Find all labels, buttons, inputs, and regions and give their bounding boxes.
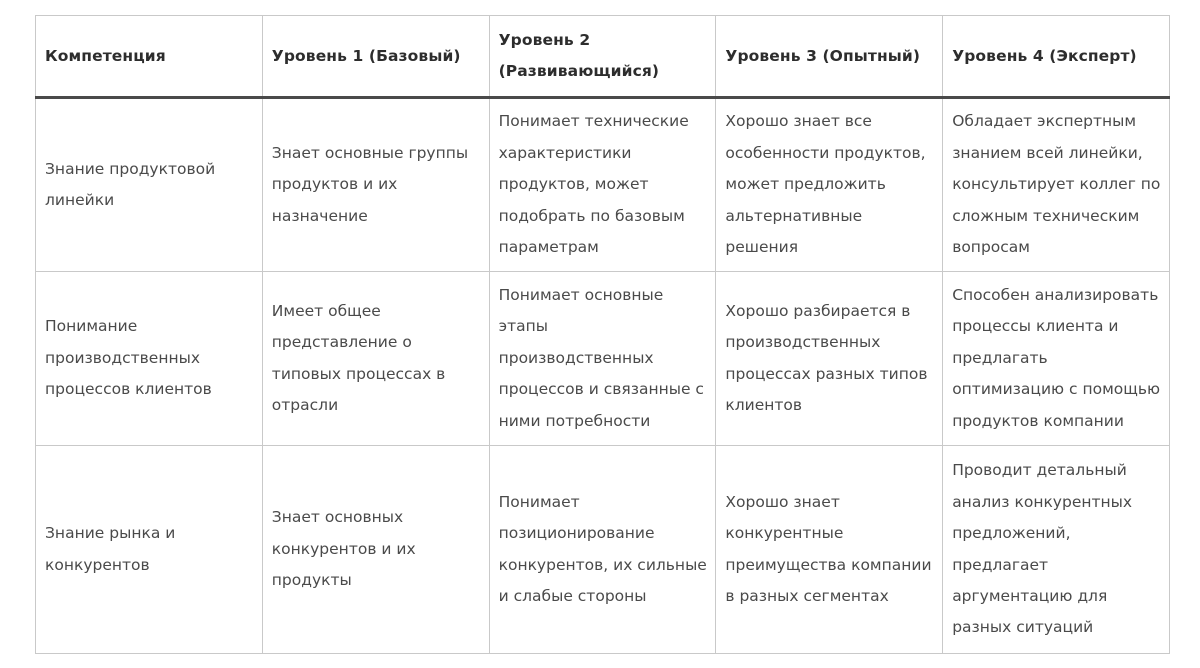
level-2-cell: Понимает технические характеристики продуктов, может подобрать по базовым параметрам [489,98,716,272]
level-2-cell: Понимает позиционирование конкурентов, их сильные и слабые стороны [489,446,716,654]
header-row [36,16,1170,98]
level-3-cell: Хорошо знает все особенности продуктов, может предложить альтернативные решения [716,98,943,272]
table-row [36,98,1170,272]
level-1-cell: Знает основных конкурентов и их продукты [262,446,489,654]
competency-name: Знание продуктовой линейки [36,98,263,272]
level-2-cell: Понимает основные этапы производственных процессов и связанные с ними потребности [489,272,716,446]
header-level-2: Уровень 2 (Развивающийся) [489,16,716,98]
level-4-cell: Обладает экспертным знанием всей линейки, консультирует коллег по сложным техническим вопросам [943,98,1170,272]
level-3-cell: Хорошо разбирается в производственных процессах разных типов клиентов [716,272,943,446]
table-row [36,272,1170,446]
competency-matrix [35,15,1169,654]
table-row [36,446,1170,654]
table-header [36,16,1170,98]
level-1-cell: Имеет общее представление о типовых процессах в отрасли [262,272,489,446]
level-4-cell: Способен анализировать процессы клиента и предлагать оптимизацию с помощью продуктов компании [943,272,1170,446]
level-3-cell: Хорошо знает конкурентные преимущества компании в разных сегментах [716,446,943,654]
level-4-cell: Проводит детальный анализ конкурентных предложений, предлагает аргументацию для разных ситуаций [943,446,1170,654]
competency-name: Понимание производственных процессов клиентов [36,272,263,446]
header-competency: Компетенция [36,16,263,98]
table-body [36,98,1170,654]
header-level-3: Уровень 3 (Опытный) [716,16,943,98]
competency-table [35,15,1170,654]
header-level-4: Уровень 4 (Эксперт) [943,16,1170,98]
header-level-1: Уровень 1 (Базовый) [262,16,489,98]
competency-name: Знание рынка и конкурентов [36,446,263,654]
level-1-cell: Знает основные группы продуктов и их назначение [262,98,489,272]
